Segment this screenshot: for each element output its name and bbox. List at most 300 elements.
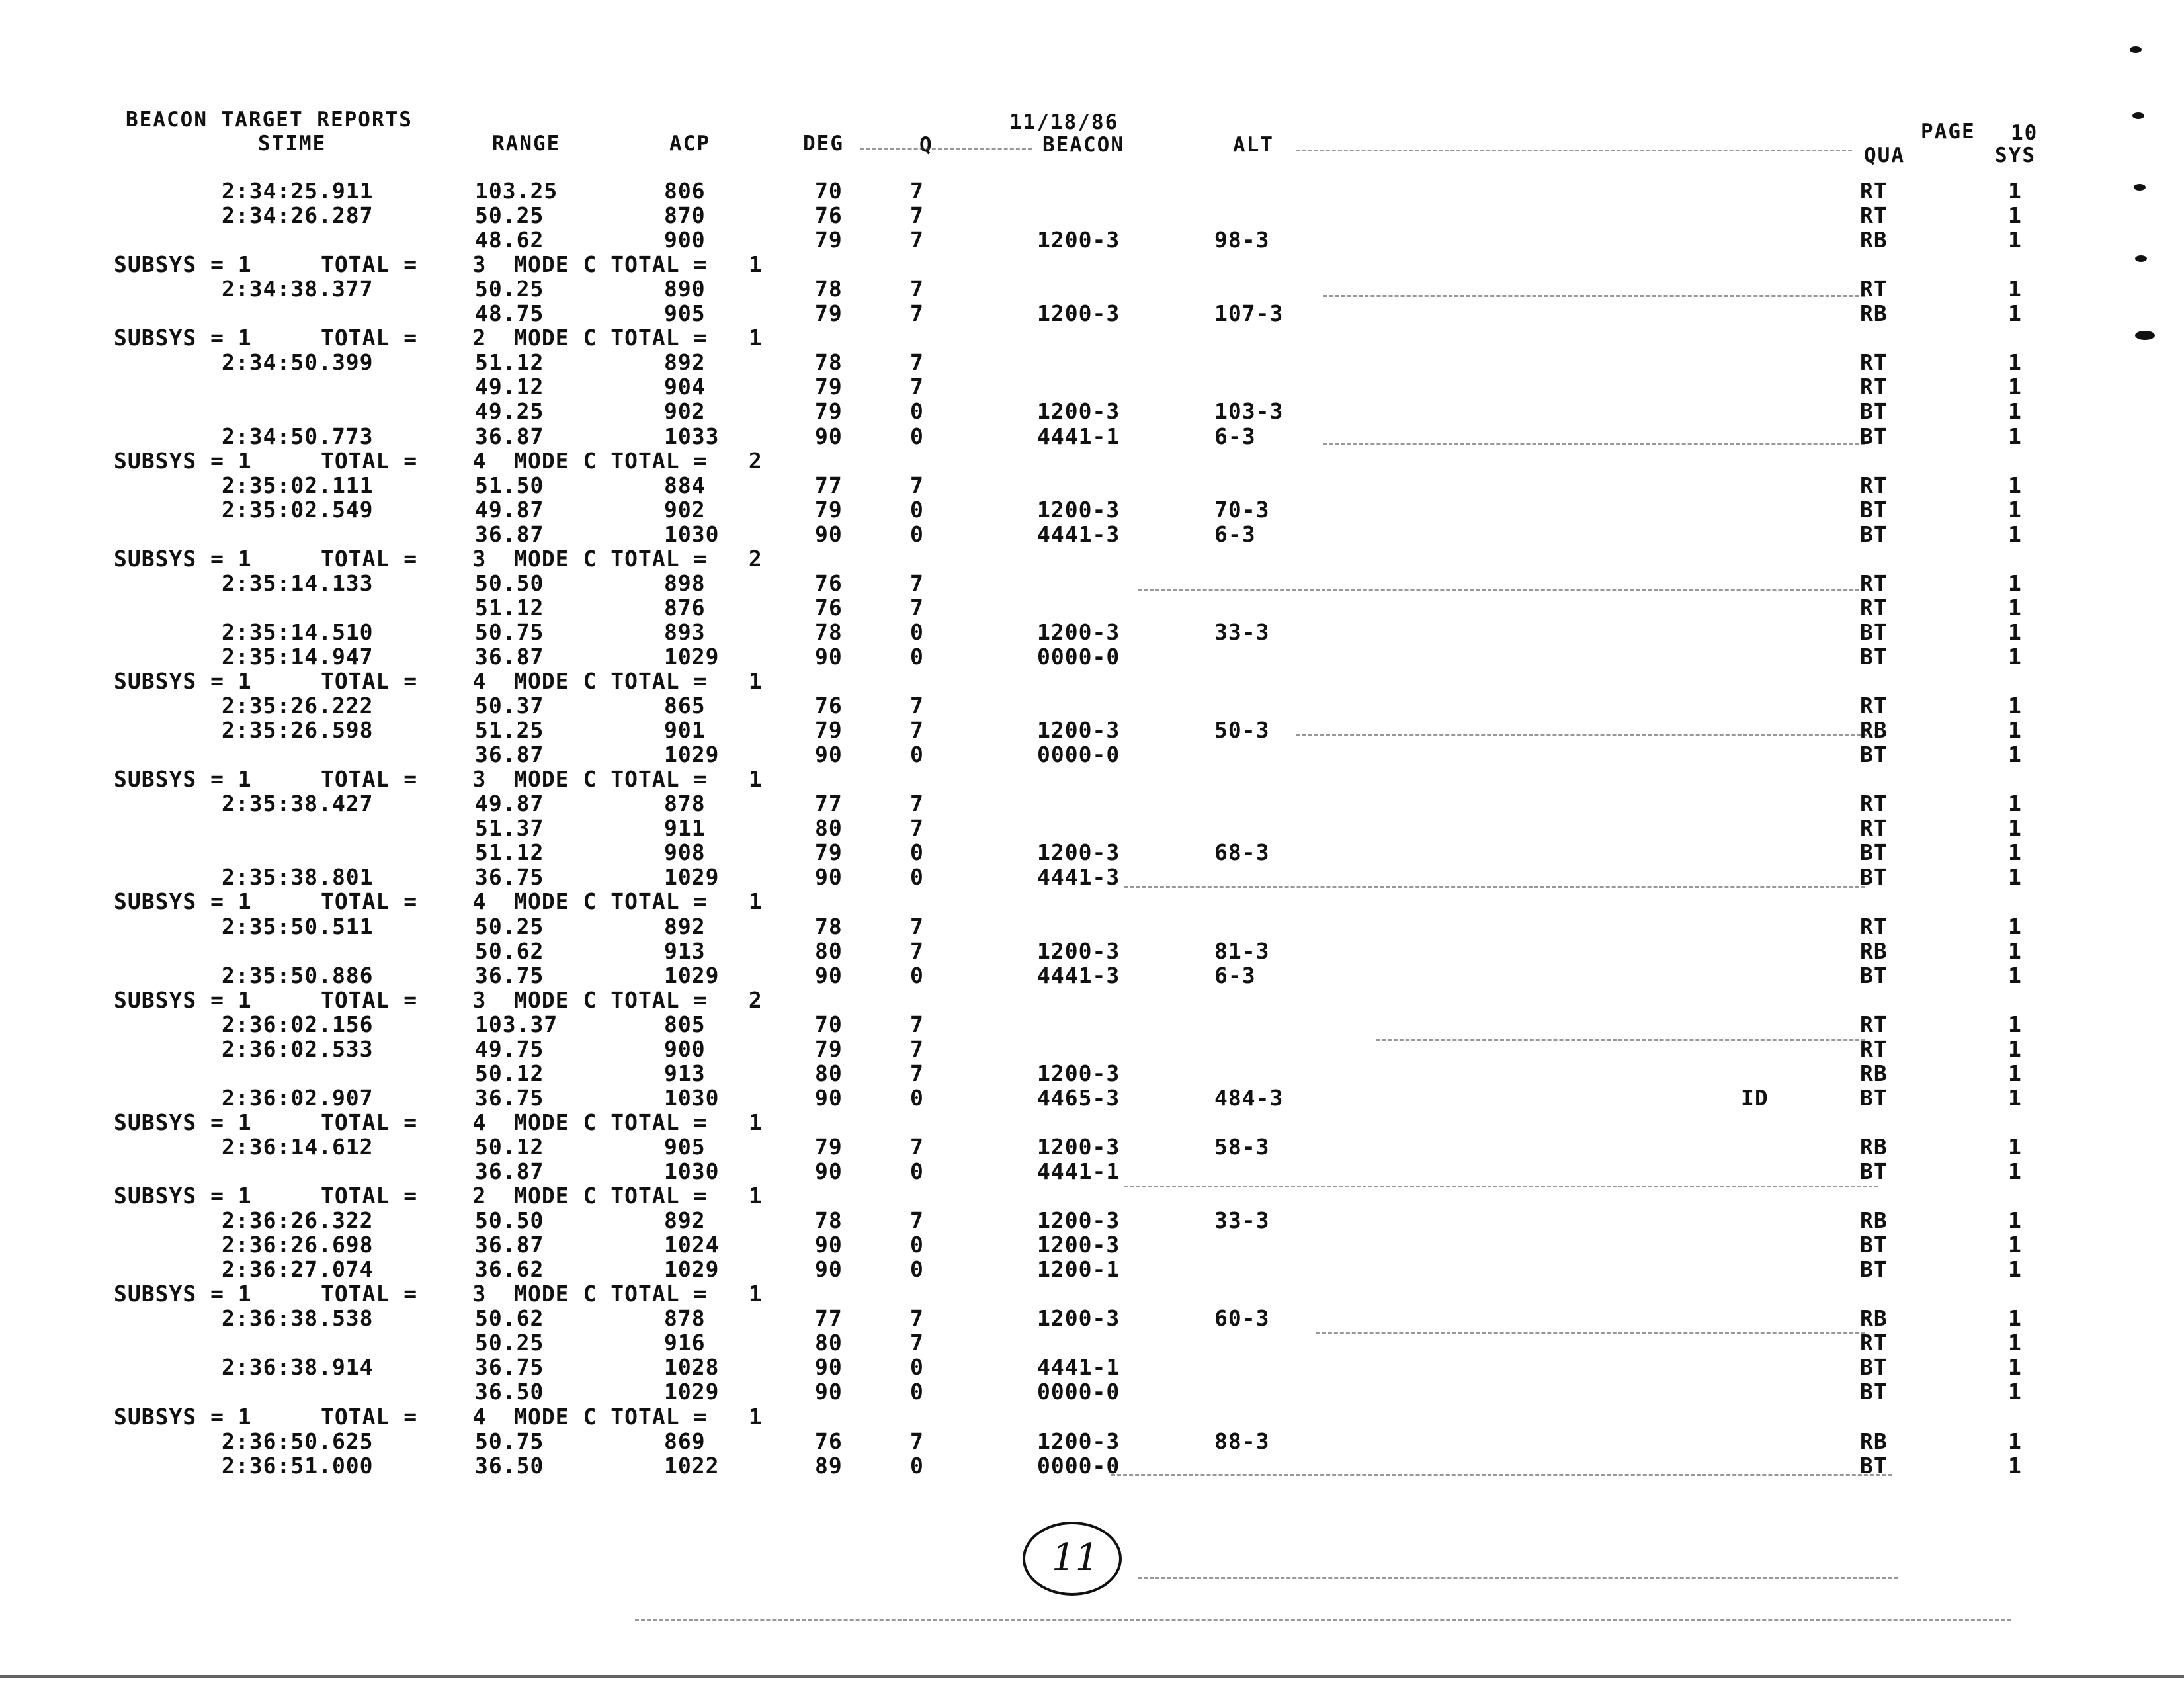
q-cell: 7 (910, 227, 924, 253)
acp-cell: 878 (664, 1305, 706, 1331)
acp-cell: 1029 (664, 644, 720, 669)
col-header-stime: STIME (258, 132, 327, 155)
row-leader (1316, 1332, 1865, 1334)
col-header-beacon: BEACON (1042, 133, 1124, 157)
q-cell: 7 (910, 1428, 924, 1454)
q-cell: 7 (910, 472, 924, 498)
q-cell: 0 (910, 742, 924, 767)
page-number: 10 (2011, 121, 2038, 145)
deg-cell: 77 (815, 1305, 843, 1331)
footer-leader (635, 1619, 2011, 1621)
q-cell: 7 (910, 178, 924, 204)
qua-cell: RT (1860, 276, 1888, 302)
row-leader (1323, 443, 1865, 445)
beacon-cell: 1200-3 (1037, 497, 1120, 523)
alt-cell: 6-3 (1214, 963, 1256, 988)
deg-cell: 78 (815, 1207, 843, 1233)
sys-cell: 1 (2008, 840, 2022, 865)
q-cell: 0 (910, 1379, 924, 1404)
acp-cell: 908 (664, 840, 706, 865)
scan-mark (2134, 184, 2146, 191)
subsys-total-line: SUBSYS = 1 TOTAL = 3 MODE C TOTAL = 1 (114, 1281, 763, 1307)
beacon-cell: 1200-3 (1037, 1428, 1120, 1454)
range-cell: 36.50 (475, 1379, 544, 1404)
beacon-cell: 4441-1 (1037, 1158, 1120, 1184)
deg-cell: 77 (815, 791, 843, 816)
qua-cell: RB (1860, 300, 1888, 326)
qua-cell: BT (1860, 840, 1888, 865)
qua-cell: BT (1860, 742, 1888, 767)
alt-cell: 484-3 (1214, 1085, 1284, 1111)
acp-cell: 1030 (664, 1158, 720, 1184)
sys-cell: 1 (2008, 1134, 2022, 1160)
beacon-cell: 4441-1 (1037, 1354, 1120, 1380)
deg-cell: 80 (815, 1330, 843, 1356)
range-cell: 50.50 (475, 1207, 544, 1233)
col-header-qua: QUA (1864, 144, 1905, 167)
deg-cell: 90 (815, 1232, 843, 1258)
range-cell: 50.50 (475, 570, 544, 596)
qua-cell: RT (1860, 693, 1888, 718)
range-cell: 50.12 (475, 1134, 544, 1160)
range-cell: 50.75 (475, 619, 544, 645)
qua-cell: BT (1860, 423, 1888, 449)
sys-cell: 1 (2008, 202, 2022, 228)
beacon-cell: 0000-0 (1037, 742, 1120, 767)
range-cell: 50.25 (475, 202, 544, 228)
range-cell: 36.87 (475, 742, 544, 767)
deg-cell: 90 (815, 1085, 843, 1111)
acp-cell: 892 (664, 914, 706, 939)
range-cell: 50.25 (475, 1330, 544, 1356)
sys-cell: 1 (2008, 1060, 2022, 1086)
deg-cell: 77 (815, 472, 843, 498)
qua-cell: RT (1860, 914, 1888, 939)
subsys-total-line: SUBSYS = 1 TOTAL = 4 MODE C TOTAL = 2 (114, 448, 763, 474)
deg-cell: 79 (815, 840, 843, 865)
sys-cell: 1 (2008, 300, 2022, 326)
stime-cell: 2:35:50.511 (222, 914, 374, 939)
qua-cell: BT (1860, 398, 1888, 424)
q-cell: 0 (910, 1453, 924, 1479)
subsys-total-line: SUBSYS = 1 TOTAL = 4 MODE C TOTAL = 1 (114, 668, 763, 694)
deg-cell: 76 (815, 570, 843, 596)
qua-cell: BT (1860, 864, 1888, 890)
q-cell: 0 (910, 1158, 924, 1184)
deg-cell: 90 (815, 1256, 843, 1282)
q-cell: 0 (910, 864, 924, 890)
col-header-sys: SYS (1995, 144, 2036, 167)
deg-cell: 76 (815, 202, 843, 228)
deg-cell: 80 (815, 1060, 843, 1086)
acp-cell: 805 (664, 1012, 706, 1037)
range-cell: 36.62 (475, 1256, 544, 1282)
range-cell: 50.75 (475, 1428, 544, 1454)
subsys-total-line: SUBSYS = 1 TOTAL = 3 MODE C TOTAL = 2 (114, 546, 763, 572)
col-header-range: RANGE (492, 132, 561, 155)
stime-cell: 2:34:26.287 (222, 202, 374, 228)
row-leader (1323, 295, 1865, 297)
acp-cell: 870 (664, 202, 706, 228)
acp-cell: 1024 (664, 1232, 720, 1258)
range-cell: 103.37 (475, 1012, 558, 1037)
sys-cell: 1 (2008, 1232, 2022, 1258)
qua-cell: BT (1860, 1085, 1888, 1111)
q-cell: 7 (910, 300, 924, 326)
sys-cell: 1 (2008, 1305, 2022, 1331)
qua-cell: RB (1860, 1134, 1888, 1160)
q-cell: 7 (910, 374, 924, 400)
subsys-total-line: SUBSYS = 1 TOTAL = 3 MODE C TOTAL = 1 (114, 251, 763, 277)
range-cell: 51.12 (475, 595, 544, 621)
acp-cell: 898 (664, 570, 706, 596)
qua-cell: BT (1860, 619, 1888, 645)
acp-cell: 893 (664, 619, 706, 645)
acp-cell: 900 (664, 1036, 706, 1062)
beacon-cell: 1200-3 (1037, 840, 1120, 865)
sys-cell: 1 (2008, 1207, 2022, 1233)
acp-cell: 1029 (664, 864, 720, 890)
deg-cell: 90 (815, 963, 843, 988)
sys-cell: 1 (2008, 521, 2022, 547)
row-leader (1138, 589, 1865, 591)
deg-cell: 78 (815, 349, 843, 375)
beacon-cell: 0000-0 (1037, 644, 1120, 669)
sys-cell: 1 (2008, 791, 2022, 816)
q-cell: 0 (910, 1354, 924, 1380)
beacon-cell: 4441-1 (1037, 423, 1120, 449)
alt-cell: 88-3 (1214, 1428, 1270, 1454)
deg-cell: 90 (815, 1354, 843, 1380)
sys-cell: 1 (2008, 963, 2022, 988)
qua-cell: RT (1860, 791, 1888, 816)
acp-cell: 869 (664, 1428, 706, 1454)
acp-cell: 911 (664, 815, 706, 841)
scan-mark (2130, 46, 2142, 53)
sys-cell: 1 (2008, 1379, 2022, 1404)
beacon-cell: 4441-3 (1037, 521, 1120, 547)
range-cell: 36.75 (475, 963, 544, 988)
range-cell: 36.87 (475, 1232, 544, 1258)
subsys-total-line: SUBSYS = 1 TOTAL = 4 MODE C TOTAL = 1 (114, 1109, 763, 1135)
qua-cell: RB (1860, 1428, 1888, 1454)
q-cell: 7 (910, 1330, 924, 1356)
sys-cell: 1 (2008, 644, 2022, 669)
sys-cell: 1 (2008, 1012, 2022, 1037)
q-cell: 7 (910, 1036, 924, 1062)
deg-cell: 70 (815, 178, 843, 204)
beacon-cell: 4441-3 (1037, 864, 1120, 890)
beacon-cell: 4465-3 (1037, 1085, 1120, 1111)
beacon-cell: 1200-3 (1037, 1134, 1120, 1160)
beacon-cell: 1200-3 (1037, 227, 1120, 253)
stime-cell: 2:36:02.907 (222, 1085, 374, 1111)
q-cell: 7 (910, 1012, 924, 1037)
sys-cell: 1 (2008, 374, 2022, 400)
acp-cell: 904 (664, 374, 706, 400)
deg-cell: 79 (815, 398, 843, 424)
beacon-cell: 1200-3 (1037, 1305, 1120, 1331)
alt-cell: 70-3 (1214, 497, 1270, 523)
acp-cell: 1030 (664, 1085, 720, 1111)
beacon-cell: 1200-3 (1037, 619, 1120, 645)
col-header-alt: ALT (1233, 133, 1274, 157)
acp-cell: 902 (664, 398, 706, 424)
qua-cell: RB (1860, 1305, 1888, 1331)
beacon-cell: 0000-0 (1037, 1379, 1120, 1404)
deg-cell: 79 (815, 1134, 843, 1160)
alt-cell: 68-3 (1214, 840, 1270, 865)
range-cell: 36.75 (475, 1354, 544, 1380)
subsys-total-line: SUBSYS = 1 TOTAL = 2 MODE C TOTAL = 1 (114, 325, 763, 351)
page-bottom-edge (0, 1675, 2184, 1678)
acp-cell: 876 (664, 595, 706, 621)
q-cell: 7 (910, 693, 924, 718)
sys-cell: 1 (2008, 742, 2022, 767)
stime-cell: 2:36:26.322 (222, 1207, 374, 1233)
qua-cell: BT (1860, 1158, 1888, 1184)
beacon-cell: 1200-3 (1037, 717, 1120, 743)
sys-cell: 1 (2008, 595, 2022, 621)
qua-cell: RB (1860, 938, 1888, 964)
qua-cell: RT (1860, 570, 1888, 596)
q-cell: 0 (910, 963, 924, 988)
stime-cell: 2:34:38.377 (222, 276, 374, 302)
range-cell: 49.12 (475, 374, 544, 400)
sys-cell: 1 (2008, 276, 2022, 302)
deg-cell: 79 (815, 227, 843, 253)
stime-cell: 2:35:14.947 (222, 644, 374, 669)
stime-cell: 2:34:50.399 (222, 349, 374, 375)
stime-cell: 2:36:02.533 (222, 1036, 374, 1062)
row-leader (1376, 1039, 1865, 1041)
range-cell: 48.75 (475, 300, 544, 326)
header-leader (1296, 150, 1852, 151)
sys-cell: 1 (2008, 914, 2022, 939)
beacon-cell: 1200-3 (1037, 1232, 1120, 1258)
sys-cell: 1 (2008, 815, 2022, 841)
alt-cell: 33-3 (1214, 1207, 1270, 1233)
qua-cell: RT (1860, 349, 1888, 375)
range-cell: 51.37 (475, 815, 544, 841)
q-cell: 0 (910, 619, 924, 645)
qua-cell: RT (1860, 178, 1888, 204)
sys-cell: 1 (2008, 693, 2022, 718)
deg-cell: 78 (815, 276, 843, 302)
acp-cell: 806 (664, 178, 706, 204)
acp-cell: 1029 (664, 1256, 720, 1282)
range-cell: 36.87 (475, 521, 544, 547)
deg-cell: 90 (815, 644, 843, 669)
range-cell: 50.25 (475, 914, 544, 939)
deg-cell: 90 (815, 864, 843, 890)
range-cell: 103.25 (475, 178, 558, 204)
q-cell: 7 (910, 815, 924, 841)
qua-cell: RT (1860, 1036, 1888, 1062)
q-cell: 7 (910, 1060, 924, 1086)
q-cell: 0 (910, 644, 924, 669)
sys-cell: 1 (2008, 1256, 2022, 1282)
alt-cell: 6-3 (1214, 521, 1256, 547)
q-cell: 7 (910, 570, 924, 596)
col-header-acp: ACP (669, 132, 710, 155)
stime-cell: 2:36:14.612 (222, 1134, 374, 1160)
range-cell: 48.62 (475, 227, 544, 253)
stime-cell: 2:36:27.074 (222, 1256, 374, 1282)
q-cell: 0 (910, 398, 924, 424)
acp-cell: 913 (664, 938, 706, 964)
stime-cell: 2:35:50.886 (222, 963, 374, 988)
deg-cell: 80 (815, 938, 843, 964)
report-title: BEACON TARGET REPORTS (126, 108, 413, 132)
qua-cell: BT (1860, 1453, 1888, 1479)
stime-cell: 2:36:38.538 (222, 1305, 374, 1331)
q-cell: 7 (910, 202, 924, 228)
acp-cell: 878 (664, 791, 706, 816)
q-cell: 7 (910, 791, 924, 816)
alt-cell: 81-3 (1214, 938, 1270, 964)
qua-cell: RT (1860, 1330, 1888, 1356)
deg-cell: 78 (815, 619, 843, 645)
deg-cell: 70 (815, 1012, 843, 1037)
stime-cell: 2:35:02.111 (222, 472, 374, 498)
q-cell: 7 (910, 1134, 924, 1160)
q-cell: 0 (910, 1256, 924, 1282)
acp-cell: 884 (664, 472, 706, 498)
sys-cell: 1 (2008, 398, 2022, 424)
deg-cell: 79 (815, 717, 843, 743)
sys-cell: 1 (2008, 938, 2022, 964)
range-cell: 36.87 (475, 423, 544, 449)
footer-leader (1138, 1577, 1898, 1579)
alt-cell: 33-3 (1214, 619, 1270, 645)
alt-cell: 60-3 (1214, 1305, 1270, 1331)
acp-cell: 902 (664, 497, 706, 523)
range-cell: 50.37 (475, 693, 544, 718)
range-cell: 50.12 (475, 1060, 544, 1086)
q-cell: 0 (910, 1085, 924, 1111)
alt-cell: 50-3 (1214, 717, 1270, 743)
stime-cell: 2:35:14.510 (222, 619, 374, 645)
beacon-cell: 1200-3 (1037, 1207, 1120, 1233)
qua-cell: RT (1860, 374, 1888, 400)
qua-cell: RB (1860, 717, 1888, 743)
subsys-total-line: SUBSYS = 1 TOTAL = 2 MODE C TOTAL = 1 (114, 1183, 763, 1209)
qua-cell: BT (1860, 497, 1888, 523)
sys-cell: 1 (2008, 1453, 2022, 1479)
row-leader (1124, 1186, 1878, 1187)
deg-cell: 89 (815, 1453, 843, 1479)
qua-cell: BT (1860, 521, 1888, 547)
qua-cell: RT (1860, 472, 1888, 498)
alt-cell: 103-3 (1214, 398, 1284, 424)
sys-cell: 1 (2008, 1036, 2022, 1062)
id-cell: ID (1741, 1085, 1769, 1111)
range-cell: 50.62 (475, 938, 544, 964)
range-cell: 49.87 (475, 791, 544, 816)
stime-cell: 2:36:02.156 (222, 1012, 374, 1037)
scan-mark (2135, 255, 2147, 262)
stime-cell: 2:34:50.773 (222, 423, 374, 449)
range-cell: 36.75 (475, 864, 544, 890)
deg-cell: 79 (815, 1036, 843, 1062)
range-cell: 50.25 (475, 276, 544, 302)
acp-cell: 1033 (664, 423, 720, 449)
sys-cell: 1 (2008, 472, 2022, 498)
range-cell: 51.12 (475, 840, 544, 865)
acp-cell: 901 (664, 717, 706, 743)
deg-cell: 80 (815, 815, 843, 841)
header-leader (860, 148, 1032, 150)
sys-cell: 1 (2008, 1158, 2022, 1184)
q-cell: 7 (910, 349, 924, 375)
acp-cell: 900 (664, 227, 706, 253)
alt-cell: 58-3 (1214, 1134, 1270, 1160)
stime-cell: 2:34:25.911 (222, 178, 374, 204)
stime-cell: 2:36:51.000 (222, 1453, 374, 1479)
stime-cell: 2:35:14.133 (222, 570, 374, 596)
alt-cell: 98-3 (1214, 227, 1270, 253)
qua-cell: RB (1860, 1207, 1888, 1233)
qua-cell: BT (1860, 963, 1888, 988)
acp-cell: 1030 (664, 521, 720, 547)
q-cell: 0 (910, 1232, 924, 1258)
acp-cell: 892 (664, 349, 706, 375)
beacon-cell: 0000-0 (1037, 1453, 1120, 1479)
sys-cell: 1 (2008, 1085, 2022, 1111)
beacon-cell: 1200-3 (1037, 1060, 1120, 1086)
range-cell: 36.87 (475, 644, 544, 669)
range-cell: 51.50 (475, 472, 544, 498)
deg-cell: 76 (815, 595, 843, 621)
subsys-total-line: SUBSYS = 1 TOTAL = 3 MODE C TOTAL = 2 (114, 987, 763, 1013)
deg-cell: 76 (815, 693, 843, 718)
beacon-cell: 1200-3 (1037, 398, 1120, 424)
subsys-total-line: SUBSYS = 1 TOTAL = 4 MODE C TOTAL = 1 (114, 888, 763, 914)
q-cell: 7 (910, 276, 924, 302)
acp-cell: 1029 (664, 1379, 720, 1404)
deg-cell: 79 (815, 300, 843, 326)
acp-cell: 892 (664, 1207, 706, 1233)
stime-cell: 2:35:38.801 (222, 864, 374, 890)
q-cell: 7 (910, 914, 924, 939)
row-leader (1124, 886, 1865, 888)
beacon-cell: 1200-3 (1037, 300, 1120, 326)
sys-cell: 1 (2008, 717, 2022, 743)
row-leader (1111, 1474, 1892, 1476)
q-cell: 0 (910, 840, 924, 865)
sys-cell: 1 (2008, 1428, 2022, 1454)
acp-cell: 865 (664, 693, 706, 718)
acp-cell: 1029 (664, 963, 720, 988)
stime-cell: 2:35:26.598 (222, 717, 374, 743)
sys-cell: 1 (2008, 619, 2022, 645)
handwritten-page-number: 11 (1052, 1536, 1099, 1579)
deg-cell: 76 (815, 1428, 843, 1454)
acp-cell: 1028 (664, 1354, 720, 1380)
col-header-q: Q (919, 133, 933, 157)
range-cell: 49.75 (475, 1036, 544, 1062)
deg-cell: 78 (815, 914, 843, 939)
sys-cell: 1 (2008, 570, 2022, 596)
range-cell: 36.87 (475, 1158, 544, 1184)
col-header-deg: DEG (803, 132, 844, 155)
range-cell: 49.25 (475, 398, 544, 424)
deg-cell: 79 (815, 374, 843, 400)
qua-cell: RB (1860, 1060, 1888, 1086)
acp-cell: 890 (664, 276, 706, 302)
page-label: PAGE (1921, 120, 1976, 144)
